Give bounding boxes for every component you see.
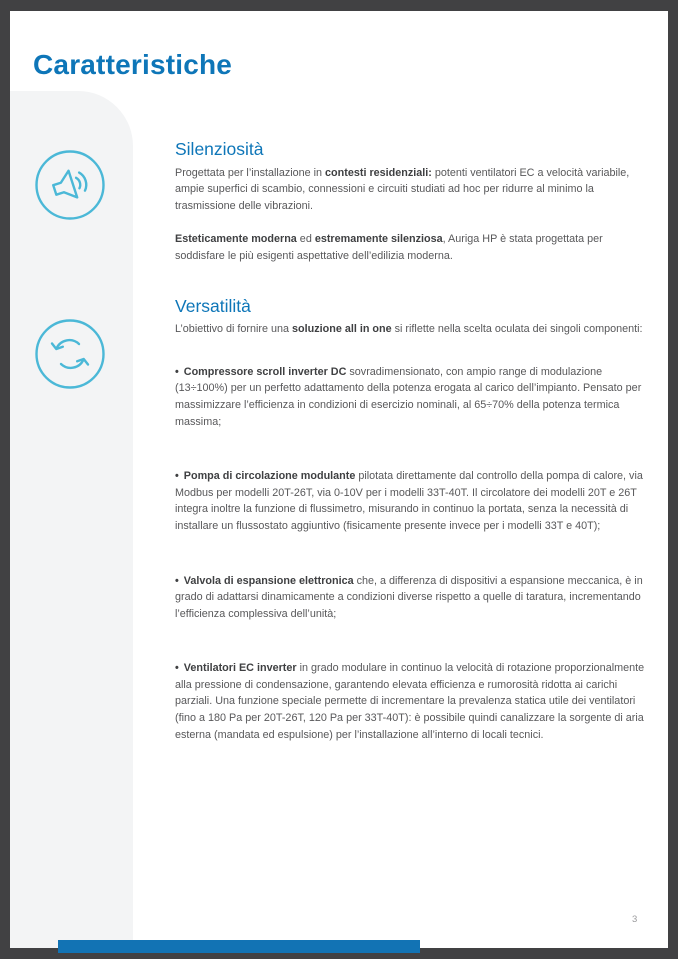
document-page [10,11,668,948]
text-segment-bold: contesti residenziali: [325,166,432,179]
bullet-marker: • [175,470,179,483]
text-segment: si riflette nella scelta oculata dei singoli componenti: [391,323,643,336]
page-number: 3 [632,914,638,925]
circular-arrows-icon [34,318,106,390]
feature-bullet-pompa [175,468,655,534]
footer-accent-bar [58,940,420,953]
text-segment: L’obiettivo di fornire una [175,323,293,336]
bullet-text: sovradimensionato, con ampio range di modulazione (13÷100%) per un perfetto adattamento della potenza erogata al carico dell’impianto. Pensato per massimizzare l’efficienza in condizioni di esercizio nominali, al 65÷70% della potenza termica massima; [175,365,642,428]
page-title: Caratteristiche [33,49,233,80]
bullet-text: pilotata direttamente dal controllo della pompa di calore, via Modbus per modelli 20T-26T, via 0-10V per i modelli 33T-40T. Il circolatore dei modelli 20T e 26T integra inoltre la funzione di flussimetro, misurando in continuo la portata, senza la necessità di installare un flussostato aggiuntivo (fisicamente presente invece per i modelli 33T e 40T); [175,470,643,532]
muted-speaker-icon-svg [34,149,106,221]
versatilita-intro [175,321,655,338]
feature-bullet-ventilatori [175,660,655,743]
text-segment: Progettata per l’installazione in [175,166,326,179]
bullet-lead: Valvola di espansione elettronica [183,574,354,587]
bullet-lead: Pompa di circolazione modulante [183,470,356,483]
text-segment-bold: Esteticamente moderna [175,233,297,246]
silenziosita-paragraph-1 [175,165,655,215]
text-segment: , Auriga HP è stata progettata per soddisfare le più esigenti aspettative dell’edilizia moderna. [175,233,603,262]
bullet-marker: • [175,662,179,675]
text-segment: potenti ventilatori EC a velocità variabile, ampie superfici di scambio, connessioni e circuiti studiati ad hoc per ridurre al minimo la trasmissione delle vibrazioni. [175,166,630,212]
feature-bullet-valvola [175,573,655,623]
bullet-marker: • [175,365,179,378]
bullet-text: in grado modulare in continuo la velocità di rotazione proporzionalmente alla pressione di condensazione, garantendo elevata efficienza e rumorosità ridotta ai carichi parziali. Una funzione speciale permette di incrementare la prevalenza statica utile dei ventilatori (fino a 180 Pa per 20T-26T, 120 Pa per 33T-40T): è possibile quindi canalizzare la sorgente di aria esterna (mandata ed espulsione) per l’installazione all’interno di locali tecnici. [175,662,645,741]
circular-arrows-icon-svg [34,318,106,390]
muted-speaker-icon [34,149,106,221]
section-heading-versatilita: Versatilità [175,295,251,316]
silenziosita-paragraph-2 [175,231,655,264]
text-segment-bold: soluzione all in one [292,323,392,336]
bullet-text: che, a differenza di dispositivi a espansione meccanica, è in grado di adattarsi dinamicamente a condizioni diverse rispetto a quelle di taratura, incrementando l’efficienza complessiva dell’unità; [175,574,643,620]
bullet-lead: Compressore scroll inverter DC [183,365,347,378]
content-column [175,141,655,743]
feature-bullet-compressore [175,364,655,430]
text-segment: ed [296,233,315,246]
text-segment-bold: estremamente silenziosa [314,233,443,246]
bullet-lead: Ventilatori EC inverter [183,662,297,675]
section-heading-silenziosita: Silenziosità [175,139,264,159]
bullet-marker: • [175,574,179,587]
